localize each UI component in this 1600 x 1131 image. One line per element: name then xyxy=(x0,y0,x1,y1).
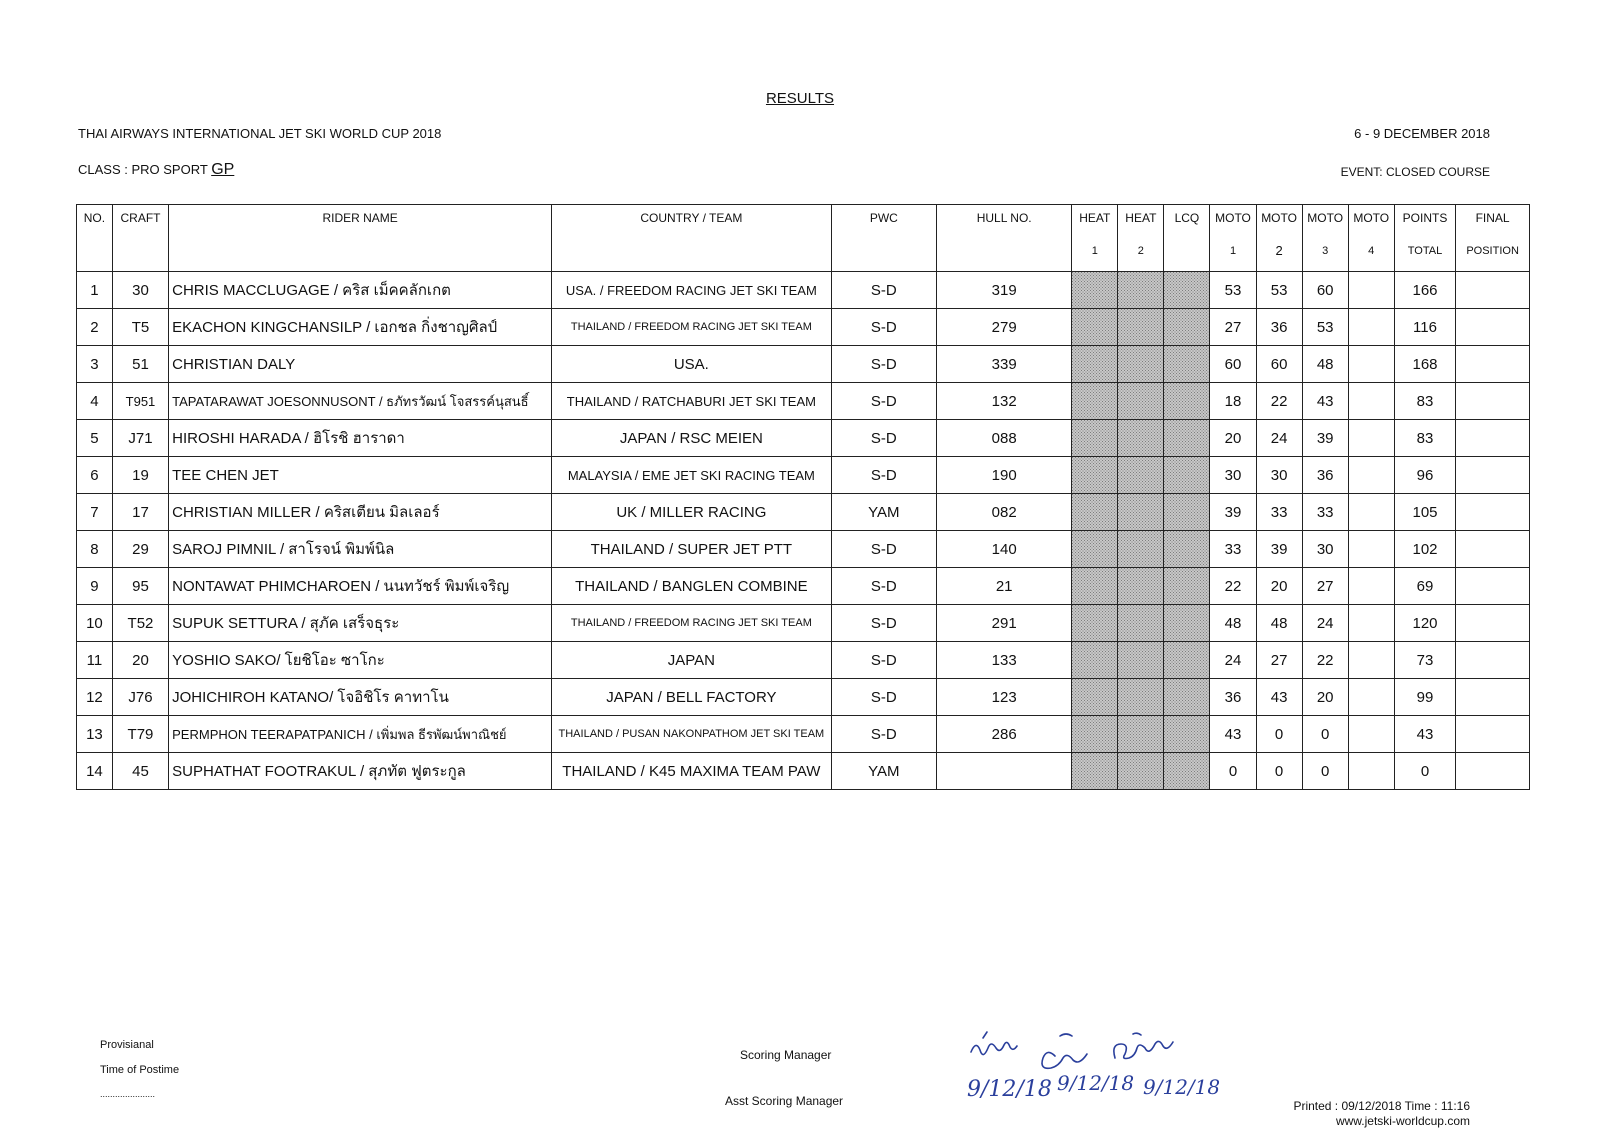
scoring-manager-label: Scoring Manager xyxy=(740,1048,832,1062)
signature-date-2: 9/12/18 xyxy=(1057,1071,1135,1095)
cell-points-total: 116 xyxy=(1394,309,1455,346)
cell-craft: 45 xyxy=(112,753,168,790)
cell-moto-2: 30 xyxy=(1256,457,1302,494)
cell-country-team: USA. xyxy=(552,346,832,383)
cell-moto-1: 39 xyxy=(1210,494,1256,531)
cell-moto-1: 33 xyxy=(1210,531,1256,568)
cell-heat-1 xyxy=(1072,642,1118,679)
cell-points-total: 99 xyxy=(1394,679,1455,716)
signature-date-3: 9/12/18 xyxy=(1143,1075,1221,1099)
cell-heat-1 xyxy=(1072,420,1118,457)
table-row xyxy=(77,642,1530,679)
cell-rider-name: TEE CHEN JET xyxy=(169,457,552,494)
cell-pwc: S-D xyxy=(831,568,936,605)
cell-heat-1 xyxy=(1072,383,1118,420)
cell-moto-3: 39 xyxy=(1302,420,1348,457)
cell-moto-2: 43 xyxy=(1256,679,1302,716)
cell-moto-1: 22 xyxy=(1210,568,1256,605)
cell-moto-4 xyxy=(1348,494,1394,531)
table-row xyxy=(77,309,1530,346)
cell-points-total: 69 xyxy=(1394,568,1455,605)
cell-moto-1: 60 xyxy=(1210,346,1256,383)
cell-lcq xyxy=(1164,383,1210,420)
cell-pwc: S-D xyxy=(831,679,936,716)
cell-pwc: S-D xyxy=(831,531,936,568)
cell-craft: 51 xyxy=(112,346,168,383)
cell-points-total: 96 xyxy=(1394,457,1455,494)
cell-moto-1: 27 xyxy=(1210,309,1256,346)
cell-moto-1: 18 xyxy=(1210,383,1256,420)
cell-no: 4 xyxy=(77,383,113,420)
cell-rider-name: NONTAWAT PHIMCHAROEN / นนทวัชร์ พิมพ์เจริญ xyxy=(169,568,552,605)
cell-heat-1 xyxy=(1072,531,1118,568)
cell-moto-4 xyxy=(1348,346,1394,383)
cell-country-team: THAILAND / BANGLEN COMBINE xyxy=(552,568,832,605)
cell-points-total: 168 xyxy=(1394,346,1455,383)
table-row xyxy=(77,457,1530,494)
cell-country-team: THAILAND / FREEDOM RACING JET SKI TEAM xyxy=(552,309,832,346)
cell-final-position xyxy=(1456,420,1530,457)
cell-pwc: S-D xyxy=(831,642,936,679)
cell-final-position xyxy=(1456,642,1530,679)
cell-country-team: THAILAND / RATCHABURI JET SKI TEAM xyxy=(552,383,832,420)
cell-hull-no: 088 xyxy=(937,420,1072,457)
cell-final-position xyxy=(1456,531,1530,568)
cell-hull-no: 190 xyxy=(937,457,1072,494)
cell-craft: J76 xyxy=(112,679,168,716)
cell-heat-2 xyxy=(1118,457,1164,494)
cell-final-position xyxy=(1456,346,1530,383)
cell-points-total: 166 xyxy=(1394,272,1455,309)
cell-craft: 29 xyxy=(112,531,168,568)
class-suffix: GP xyxy=(211,161,235,178)
cell-moto-4 xyxy=(1348,679,1394,716)
cell-moto-3: 36 xyxy=(1302,457,1348,494)
cell-pwc: YAM xyxy=(831,753,936,790)
cell-moto-4 xyxy=(1348,716,1394,753)
cell-pwc: S-D xyxy=(831,272,936,309)
cell-moto-4 xyxy=(1348,457,1394,494)
cell-craft: 95 xyxy=(112,568,168,605)
cell-lcq xyxy=(1164,753,1210,790)
event-name: THAI AIRWAYS INTERNATIONAL JET SKI WORLD CUP 2018 xyxy=(78,126,442,141)
cell-lcq xyxy=(1164,420,1210,457)
signature-date-1: 9/12/18 xyxy=(967,1077,1052,1102)
cell-hull-no xyxy=(937,753,1072,790)
cell-moto-1: 0 xyxy=(1210,753,1256,790)
cell-moto-3: 60 xyxy=(1302,272,1348,309)
cell-heat-1 xyxy=(1072,753,1118,790)
cell-final-position xyxy=(1456,679,1530,716)
cell-points-total: 83 xyxy=(1394,383,1455,420)
printed-timestamp: Printed : 09/12/2018 Time : 11:16 xyxy=(1293,1099,1470,1113)
cell-pwc: S-D xyxy=(831,420,936,457)
cell-country-team: MALAYSIA / EME JET SKI RACING TEAM xyxy=(552,457,832,494)
event-dates: 6 - 9 DECEMBER 2018 xyxy=(1354,126,1490,141)
table-row xyxy=(77,420,1530,457)
cell-moto-2: 20 xyxy=(1256,568,1302,605)
cell-moto-2: 24 xyxy=(1256,420,1302,457)
cell-craft: J71 xyxy=(112,420,168,457)
cell-rider-name: JOHICHIROH KATANO/ โจอิชิโร คาทาโน xyxy=(169,679,552,716)
cell-moto-2: 33 xyxy=(1256,494,1302,531)
cell-lcq xyxy=(1164,605,1210,642)
cell-moto-3: 33 xyxy=(1302,494,1348,531)
cell-country-team: JAPAN / RSC MEIEN xyxy=(552,420,832,457)
cell-craft: 19 xyxy=(112,457,168,494)
cell-moto-3: 43 xyxy=(1302,383,1348,420)
cell-final-position xyxy=(1456,494,1530,531)
col-pwc: PWC xyxy=(831,205,936,272)
cell-no: 12 xyxy=(77,679,113,716)
cell-heat-1 xyxy=(1072,716,1118,753)
cell-pwc: S-D xyxy=(831,383,936,420)
cell-heat-2 xyxy=(1118,679,1164,716)
cell-moto-3: 0 xyxy=(1302,753,1348,790)
asst-scoring-manager-label: Asst Scoring Manager xyxy=(725,1094,844,1108)
cell-lcq xyxy=(1164,457,1210,494)
table-row xyxy=(77,605,1530,642)
cell-moto-4 xyxy=(1348,309,1394,346)
table-row xyxy=(77,531,1530,568)
table-row xyxy=(77,716,1530,753)
cell-lcq xyxy=(1164,309,1210,346)
cell-no: 11 xyxy=(77,642,113,679)
cell-heat-2 xyxy=(1118,753,1164,790)
cell-moto-2: 48 xyxy=(1256,605,1302,642)
cell-lcq xyxy=(1164,346,1210,383)
cell-no: 9 xyxy=(77,568,113,605)
table-row xyxy=(77,383,1530,420)
cell-lcq xyxy=(1164,642,1210,679)
cell-moto-2: 0 xyxy=(1256,753,1302,790)
cell-lcq xyxy=(1164,531,1210,568)
cell-pwc: S-D xyxy=(831,346,936,383)
cell-heat-2 xyxy=(1118,494,1164,531)
cell-hull-no: 319 xyxy=(937,272,1072,309)
results-table xyxy=(76,204,1530,790)
cell-rider-name: CHRISTIAN MILLER / คริสเตียน มิลเลอร์ xyxy=(169,494,552,531)
col-lcq: LCQ xyxy=(1164,205,1210,272)
cell-rider-name: CHRIS MACCLUGAGE / คริส เม็คคลักเกต xyxy=(169,272,552,309)
cell-hull-no: 132 xyxy=(937,383,1072,420)
cell-rider-name: SAROJ PIMNIL / สาโรจน์ พิมพ์นิล xyxy=(169,531,552,568)
cell-hull-no: 279 xyxy=(937,309,1072,346)
cell-craft: T79 xyxy=(112,716,168,753)
cell-rider-name: SUPHATHAT FOOTRAKUL / สุภทัต ฟูตระกูล xyxy=(169,753,552,790)
cell-heat-1 xyxy=(1072,494,1118,531)
cell-lcq xyxy=(1164,494,1210,531)
cell-country-team: THAILAND / SUPER JET PTT xyxy=(552,531,832,568)
cell-hull-no: 339 xyxy=(937,346,1072,383)
cell-moto-3: 48 xyxy=(1302,346,1348,383)
cell-heat-2 xyxy=(1118,605,1164,642)
cell-heat-1 xyxy=(1072,605,1118,642)
website: www.jetski-worldcup.com xyxy=(1335,1114,1470,1128)
cell-final-position xyxy=(1456,383,1530,420)
col-country-team: COUNTRY / TEAM xyxy=(552,205,832,272)
cell-lcq xyxy=(1164,716,1210,753)
cell-rider-name: TAPATARAWAT JOESONNUSONT / ธภัทรวัฒน์ โจสรรค์นุสนธิ์ xyxy=(169,383,552,420)
cell-final-position xyxy=(1456,309,1530,346)
cell-moto-1: 24 xyxy=(1210,642,1256,679)
cell-no: 14 xyxy=(77,753,113,790)
cell-moto-4 xyxy=(1348,753,1394,790)
cell-moto-1: 48 xyxy=(1210,605,1256,642)
cell-country-team: JAPAN / BELL FACTORY xyxy=(552,679,832,716)
header-row xyxy=(77,205,1530,272)
cell-moto-3: 27 xyxy=(1302,568,1348,605)
cell-moto-1: 36 xyxy=(1210,679,1256,716)
cell-moto-1: 43 xyxy=(1210,716,1256,753)
cell-final-position xyxy=(1456,753,1530,790)
cell-moto-1: 30 xyxy=(1210,457,1256,494)
cell-craft: T5 xyxy=(112,309,168,346)
cell-pwc: YAM xyxy=(831,494,936,531)
handwritten-signatures xyxy=(965,1030,1225,1110)
cell-rider-name: EKACHON KINGCHANSILP / เอกชล กิ่งชาญศิลป์ xyxy=(169,309,552,346)
table-row xyxy=(77,753,1530,790)
cell-craft: 30 xyxy=(112,272,168,309)
cell-country-team: USA. / FREEDOM RACING JET SKI TEAM xyxy=(552,272,832,309)
cell-country-team: UK / MILLER RACING xyxy=(552,494,832,531)
cell-heat-2 xyxy=(1118,642,1164,679)
cell-craft: 20 xyxy=(112,642,168,679)
cell-no: 5 xyxy=(77,420,113,457)
cell-moto-3: 22 xyxy=(1302,642,1348,679)
cell-moto-2: 60 xyxy=(1256,346,1302,383)
cell-moto-3: 20 xyxy=(1302,679,1348,716)
cell-moto-4 xyxy=(1348,568,1394,605)
cell-no: 1 xyxy=(77,272,113,309)
cell-no: 8 xyxy=(77,531,113,568)
cell-moto-2: 36 xyxy=(1256,309,1302,346)
cell-heat-2 xyxy=(1118,568,1164,605)
cell-moto-2: 22 xyxy=(1256,383,1302,420)
cell-country-team: THAILAND / PUSAN NAKONPATHOM JET SKI TEAM xyxy=(552,716,832,753)
cell-final-position xyxy=(1456,716,1530,753)
cell-moto-3: 30 xyxy=(1302,531,1348,568)
cell-country-team: THAILAND / FREEDOM RACING JET SKI TEAM xyxy=(552,605,832,642)
cell-hull-no: 291 xyxy=(937,605,1072,642)
cell-no: 6 xyxy=(77,457,113,494)
event-type: EVENT: CLOSED COURSE xyxy=(1340,165,1490,179)
cell-no: 7 xyxy=(77,494,113,531)
page-title: RESULTS xyxy=(765,90,835,107)
postime-dots: ...................... xyxy=(100,1089,156,1099)
cell-craft: T52 xyxy=(112,605,168,642)
cell-final-position xyxy=(1456,568,1530,605)
cell-moto-4 xyxy=(1348,605,1394,642)
cell-heat-1 xyxy=(1072,309,1118,346)
cell-pwc: S-D xyxy=(831,309,936,346)
cell-hull-no: 140 xyxy=(937,531,1072,568)
cell-moto-3: 0 xyxy=(1302,716,1348,753)
cell-heat-2 xyxy=(1118,346,1164,383)
cell-heat-2 xyxy=(1118,420,1164,457)
cell-hull-no: 133 xyxy=(937,642,1072,679)
cell-moto-1: 53 xyxy=(1210,272,1256,309)
cell-points-total: 0 xyxy=(1394,753,1455,790)
cell-final-position xyxy=(1456,272,1530,309)
cell-hull-no: 082 xyxy=(937,494,1072,531)
cell-points-total: 120 xyxy=(1394,605,1455,642)
cell-lcq xyxy=(1164,568,1210,605)
cell-moto-4 xyxy=(1348,531,1394,568)
cell-no: 2 xyxy=(77,309,113,346)
class-label xyxy=(78,161,234,179)
cell-points-total: 83 xyxy=(1394,420,1455,457)
cell-heat-2 xyxy=(1118,383,1164,420)
cell-country-team: THAILAND / K45 MAXIMA TEAM PAW xyxy=(552,753,832,790)
cell-craft: T951 xyxy=(112,383,168,420)
cell-points-total: 105 xyxy=(1394,494,1455,531)
cell-hull-no: 123 xyxy=(937,679,1072,716)
provisional-label: Provisianal xyxy=(100,1039,154,1051)
col-points-total: POINTS TOTAL xyxy=(1394,205,1455,272)
cell-moto-2: 27 xyxy=(1256,642,1302,679)
col-no: NO. xyxy=(77,205,113,272)
col-rider-name: RIDER NAME xyxy=(169,205,552,272)
cell-moto-4 xyxy=(1348,383,1394,420)
cell-rider-name: YOSHIO SAKO/ โยชิโอะ ซาโกะ xyxy=(169,642,552,679)
cell-no: 13 xyxy=(77,716,113,753)
col-moto-1: MOTO 1 xyxy=(1210,205,1256,272)
table-row xyxy=(77,272,1530,309)
cell-heat-1 xyxy=(1072,568,1118,605)
col-moto-4: MOTO 4 xyxy=(1348,205,1394,272)
cell-craft: 17 xyxy=(112,494,168,531)
cell-no: 10 xyxy=(77,605,113,642)
table-row xyxy=(77,494,1530,531)
cell-hull-no: 286 xyxy=(937,716,1072,753)
cell-heat-1 xyxy=(1072,679,1118,716)
cell-lcq xyxy=(1164,272,1210,309)
cell-moto-3: 24 xyxy=(1302,605,1348,642)
col-hull-no: HULL NO. xyxy=(937,205,1072,272)
cell-moto-1: 20 xyxy=(1210,420,1256,457)
col-heat-1: HEAT 1 xyxy=(1072,205,1118,272)
cell-final-position xyxy=(1456,457,1530,494)
class-name: CLASS : PRO SPORT xyxy=(78,162,208,177)
cell-country-team: JAPAN xyxy=(552,642,832,679)
cell-points-total: 73 xyxy=(1394,642,1455,679)
col-heat-2: HEAT 2 xyxy=(1118,205,1164,272)
time-of-postime-label: Time of Postime xyxy=(100,1064,180,1076)
cell-heat-2 xyxy=(1118,309,1164,346)
cell-moto-4 xyxy=(1348,642,1394,679)
cell-heat-1 xyxy=(1072,346,1118,383)
cell-lcq xyxy=(1164,679,1210,716)
col-moto-2: MOTO 2 xyxy=(1256,205,1302,272)
cell-rider-name: CHRISTIAN DALY xyxy=(169,346,552,383)
cell-pwc: S-D xyxy=(831,605,936,642)
table-row xyxy=(77,568,1530,605)
cell-hull-no: 21 xyxy=(937,568,1072,605)
cell-heat-1 xyxy=(1072,272,1118,309)
cell-heat-2 xyxy=(1118,531,1164,568)
cell-points-total: 102 xyxy=(1394,531,1455,568)
cell-moto-4 xyxy=(1348,420,1394,457)
col-moto-3: MOTO 3 xyxy=(1302,205,1348,272)
cell-no: 3 xyxy=(77,346,113,383)
cell-moto-2: 39 xyxy=(1256,531,1302,568)
cell-rider-name: PERMPHON TEERAPATPANICH / เพิ่มพล ธีรพัฒน์พาณิชย์ xyxy=(169,716,552,753)
cell-final-position xyxy=(1456,605,1530,642)
table-row xyxy=(77,346,1530,383)
cell-heat-2 xyxy=(1118,716,1164,753)
cell-heat-2 xyxy=(1118,272,1164,309)
cell-points-total: 43 xyxy=(1394,716,1455,753)
col-final-position: FINAL POSITION xyxy=(1456,205,1530,272)
cell-moto-4 xyxy=(1348,272,1394,309)
col-craft: CRAFT xyxy=(112,205,168,272)
cell-rider-name: SUPUK SETTURA / สุภัค เสร็จธุระ xyxy=(169,605,552,642)
cell-pwc: S-D xyxy=(831,716,936,753)
cell-pwc: S-D xyxy=(831,457,936,494)
cell-moto-3: 53 xyxy=(1302,309,1348,346)
cell-heat-1 xyxy=(1072,457,1118,494)
cell-moto-2: 0 xyxy=(1256,716,1302,753)
cell-moto-2: 53 xyxy=(1256,272,1302,309)
cell-rider-name: HIROSHI HARADA / ฮิโรชิ ฮาราดา xyxy=(169,420,552,457)
table-row xyxy=(77,679,1530,716)
